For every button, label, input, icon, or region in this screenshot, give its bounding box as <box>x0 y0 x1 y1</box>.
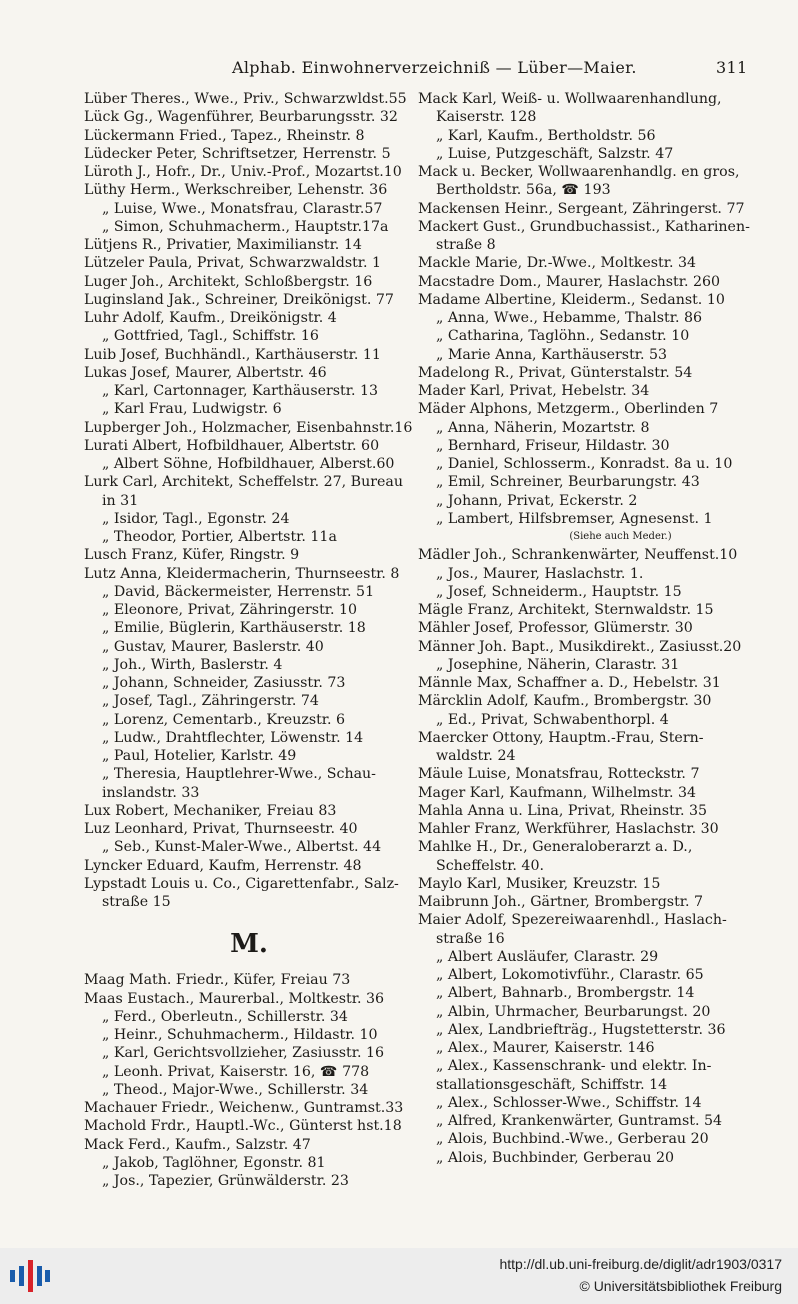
directory-entry: „ Lambert, Hilfsbremser, Agnesenst. 1 <box>436 510 713 527</box>
directory-entry: „ Alex., Schlosser-Wwe., Schiffstr. 14 <box>436 1094 702 1111</box>
directory-entry: „ Bernhard, Friseur, Hildastr. 30 <box>436 437 670 454</box>
directory-entry: „ Alex, Landbriefträg., Hugstetterstr. 36 <box>436 1021 726 1038</box>
directory-entry: Lüthy Herm., Werkschreiber, Lehenstr. 36 <box>84 182 388 199</box>
directory-entry: Männle Max, Schaffner a. D., Hebelstr. 31 <box>418 675 721 691</box>
directory-entry: Mager Karl, Kaufmann, Wilhelmstr. 34 <box>418 784 697 801</box>
directory-entry: „ Emil, Schreiner, Beurbarungstr. 43 <box>436 474 700 491</box>
directory-entry: Mader Karl, Privat, Hebelstr. 34 <box>418 383 650 399</box>
directory-entry: „ Luise, Putzgeschäft, Salzstr. 47 <box>436 145 674 162</box>
directory-entry: „ Marie Anna, Karthäuserstr. 53 <box>436 346 668 363</box>
entry-continuation: in 31 <box>102 492 139 509</box>
directory-entry: Mäule Luise, Monatsfrau, Rotteckstr. 7 <box>418 766 700 783</box>
directory-entry: „ Eleonore, Privat, Zähringerstr. 10 <box>102 602 358 618</box>
directory-entry: Lupberger Joh., Holzmacher, Eisenbahnstr.16 <box>84 419 413 436</box>
directory-entry: „ Gustav, Maurer, Baslerstr. 40 <box>102 638 324 655</box>
directory-entry: Märcklin Adolf, Kaufm., Brombergstr. 30 <box>418 693 712 710</box>
entry-continuation: straße 15 <box>102 894 171 910</box>
directory-entry: „ Karl, Cartonnager, Karthäuserstr. 13 <box>102 383 379 399</box>
directory-entry: „ Johann, Schneider, Zasiusstr. 73 <box>102 675 346 691</box>
directory-entry: „ Jakob, Taglöhner, Egonstr. 81 <box>102 1154 326 1171</box>
directory-entry: „ Emilie, Büglerin, Karthäuserstr. 18 <box>102 620 366 637</box>
directory-entry: Macstadre Dom., Maurer, Haslachstr. 260 <box>418 273 721 290</box>
directory-entry: Luginsland Jak., Schreiner, Dreikönigst. 77 <box>84 291 394 308</box>
entry-continuation: Kaiserstr. 128 <box>436 109 537 126</box>
directory-entry: „ Albert, Lokomotivführ., Clarastr. 65 <box>436 967 704 983</box>
directory-entry: Maas Eustach., Maurerbal., Moltkestr. 36 <box>84 990 385 1007</box>
directory-entry: Machold Frdr., Hauptl.-Wc., Günterst hst.18 <box>84 1118 402 1135</box>
directory-entry: „ Paul, Hotelier, Karlstr. 49 <box>102 748 297 764</box>
directory-entry: Maercker Ottony, Hauptm.-Frau, Stern- <box>418 729 704 746</box>
directory-entry: „ Anna, Wwe., Hebamme, Thalstr. 86 <box>436 310 703 326</box>
directory-entry: Mahler Franz, Werkführer, Haslachstr. 30 <box>418 821 719 837</box>
copyright-text: © Universitätsbibliothek Freiburg <box>579 1278 782 1294</box>
directory-entry: „ Leonh. Privat, Kaiserstr. 16, ☎ 778 <box>102 1063 370 1080</box>
directory-entry: „ Joh., Wirth, Baslerstr. 4 <box>102 656 283 673</box>
directory-entry: Machauer Friedr., Weichenw., Guntramst.33 <box>84 1100 404 1116</box>
directory-entry: Mack Karl, Weiß- u. Wollwaarenhandlung, <box>418 91 722 107</box>
document-url-link[interactable]: http://dl.ub.uni-freiburg.de/diglit/adr1903/0317 <box>499 1256 782 1272</box>
directory-entry: Lück Gg., Wagenführer, Beurbarungsstr. 32 <box>84 109 398 126</box>
directory-entry: „ Heinr., Schuhmacherm., Hildastr. 10 <box>102 1027 378 1043</box>
directory-entry: Luz Leonhard, Privat, Thurnseestr. 40 <box>84 821 358 837</box>
directory-entry: „ Albin, Uhrmacher, Beurbarungst. 20 <box>436 1003 711 1020</box>
directory-entry: „ Alfred, Krankenwärter, Guntramst. 54 <box>436 1113 723 1129</box>
directory-entry: Maylo Karl, Musiker, Kreuzstr. 15 <box>418 875 661 892</box>
directory-entry: „ Johann, Privat, Eckerstr. 2 <box>436 492 638 509</box>
directory-entry: Mäder Alphons, Metzgerm., Oberlinden 7 <box>418 401 719 418</box>
directory-entry: Madame Albertine, Kleiderm., Sedanst. 10 <box>418 291 725 308</box>
directory-entry: Madelong R., Privat, Günterstalstr. 54 <box>418 364 693 381</box>
directory-entry: „ Albert Söhne, Hofbildhauer, Alberst.60 <box>102 456 395 472</box>
directory-entry: Luger Joh., Architekt, Schloßbergstr. 16 <box>84 273 373 290</box>
directory-entry: „ Luise, Wwe., Monatsfrau, Clarastr.57 <box>102 200 383 217</box>
directory-entry: Männer Joh. Bapt., Musikdirekt., Zasiusst.20 <box>418 638 742 655</box>
directory-entry: Lypstadt Louis u. Co., Cigarettenfabr., Salz- <box>84 875 399 892</box>
directory-entry: „ Daniel, Schlosserm., Konradst. 8a u. 10 <box>436 456 733 472</box>
directory-entry: „ Theresia, Hauptlehrer-Wwe., Schau- <box>102 766 376 783</box>
directory-entry: Lüdecker Peter, Schriftsetzer, Herrenstr. 5 <box>84 145 391 162</box>
directory-entry: Mackensen Heinr., Sergeant, Zähringerst. 77 <box>418 200 745 217</box>
entry-continuation: waldstr. 24 <box>436 748 516 764</box>
directory-entry: „ Albert, Bahnarb., Brombergstr. 14 <box>436 985 695 1002</box>
directory-entry: Lukas Josef, Maurer, Albertstr. 46 <box>84 364 327 381</box>
directory-entry: Mack Ferd., Kaufm., Salzstr. 47 <box>84 1136 311 1153</box>
page-header-title: Alphab. Einwohnerverzeichniß — Lüber—Maier. <box>232 58 637 77</box>
directory-entry: Mackle Marie, Dr.-Wwe., Moltkestr. 34 <box>418 255 697 272</box>
directory-entry: Mackert Gust., Grundbuchassist., Katharinen- <box>418 218 750 235</box>
entry-continuation: Bertholdstr. 56a, ☎ 193 <box>436 182 611 199</box>
directory-entry: „ Ed., Privat, Schwabenthorpl. 4 <box>436 711 669 728</box>
directory-entry: Lüber Theres., Wwe., Priv., Schwarzwldst.55 <box>84 91 407 107</box>
directory-entry: „ Anna, Näherin, Mozartstr. 8 <box>436 419 650 436</box>
directory-entry: Lusch Franz, Küfer, Ringstr. 9 <box>84 547 300 564</box>
directory-entry: „ Catharina, Taglöhn., Sedanstr. 10 <box>436 328 690 345</box>
directory-entry: „ Alois, Buchbinder, Gerberau 20 <box>436 1149 675 1166</box>
directory-entry: „ Josef, Tagl., Zähringerstr. 74 <box>102 693 319 710</box>
directory-entry: Maag Math. Friedr., Küfer, Freiau 73 <box>84 972 351 989</box>
directory-entry: Mahla Anna u. Lina, Privat, Rheinstr. 35 <box>418 802 708 819</box>
entry-continuation: straße 16 <box>436 930 505 947</box>
directory-entry: „ Alex., Kassenschrank- und elektr. In- <box>436 1058 712 1075</box>
directory-entry: „ Theod., Major-Wwe., Schillerstr. 34 <box>102 1081 369 1098</box>
directory-entry: Luib Josef, Buchhändl., Karthäuserstr. 11 <box>84 346 381 363</box>
directory-entry: Lyncker Eduard, Kaufm, Herrenstr. 48 <box>84 857 362 874</box>
directory-entry: „ David, Bäckermeister, Herrenstr. 51 <box>102 583 375 600</box>
directory-entry: Lütjens R., Privatier, Maximilianstr. 14 <box>84 237 362 253</box>
directory-entry: „ Lorenz, Cementarb., Kreuzstr. 6 <box>102 711 346 728</box>
directory-entry: „ Seb., Kunst-Maler-Wwe., Albertst. 44 <box>102 839 382 856</box>
directory-entry: Lützeler Paula, Privat, Schwarzwaldstr. 1 <box>84 255 382 272</box>
left-column <box>84 90 414 1190</box>
entry-continuation: stallationsgeschäft, Schiffstr. 14 <box>436 1076 668 1093</box>
directory-entry: „ Josef, Schneiderm., Hauptstr. 15 <box>436 583 682 600</box>
entry-continuation: straße 8 <box>436 237 496 253</box>
right-column <box>418 90 763 1167</box>
directory-entry: Lückermann Fried., Tapez., Rheinstr. 8 <box>84 127 365 144</box>
cross-reference-note: (Siehe auch Meder.) <box>569 531 672 542</box>
entry-continuation: Scheffelstr. 40. <box>436 857 544 874</box>
directory-entry: Lux Robert, Mechaniker, Freiau 83 <box>84 802 337 819</box>
directory-entry: „ Alex., Maurer, Kaiserstr. 146 <box>436 1040 655 1056</box>
directory-entry: „ Simon, Schuhmacherm., Hauptstr.17a <box>102 218 389 235</box>
directory-entry: Lüroth J., Hofr., Dr., Univ.-Prof., Mozartst.10 <box>84 164 402 180</box>
directory-entry: „ Jos., Tapezier, Grünwälderstr. 23 <box>102 1173 349 1189</box>
directory-entry: Lurati Albert, Hofbildhauer, Albertstr. 60 <box>84 437 380 454</box>
directory-entry: „ Albert Ausläufer, Clarastr. 29 <box>436 948 659 965</box>
directory-entry: „ Ferd., Oberleutn., Schillerstr. 34 <box>102 1008 348 1025</box>
directory-entry: „ Josephine, Näherin, Clarastr. 31 <box>436 656 680 673</box>
directory-entry: Lurk Carl, Architekt, Scheffelstr. 27, Bureau <box>84 474 404 491</box>
directory-entry: „ Karl Frau, Ludwigstr. 6 <box>102 401 282 418</box>
directory-entry: Mädler Joh., Schrankenwärter, Neuffenst.10 <box>418 547 738 564</box>
directory-entry: „ Alois, Buchbind.-Wwe., Gerberau 20 <box>436 1131 709 1148</box>
directory-entry: „ Ludw., Drahtflechter, Löwenstr. 14 <box>102 729 364 746</box>
viewer-footer <box>0 1248 798 1304</box>
directory-entry: Mack u. Becker, Wollwaarenhandlg. en gros, <box>418 164 740 180</box>
directory-entry: Mägle Franz, Architekt, Sternwaldstr. 15 <box>418 602 714 618</box>
directory-entry: „ Karl, Kaufm., Bertholdstr. 56 <box>436 127 656 144</box>
entry-continuation: inslandstr. 33 <box>102 784 200 801</box>
directory-entry: „ Jos., Maurer, Haslachstr. 1. <box>436 565 644 582</box>
directory-entry: Luhr Adolf, Kaufm., Dreikönigstr. 4 <box>84 310 337 326</box>
directory-entry: „ Theodor, Portier, Albertstr. 11a <box>102 529 337 545</box>
directory-entry: Maier Adolf, Spezereiwaarenhdl., Haslach- <box>418 912 727 929</box>
directory-entry: Mähler Josef, Professor, Glümerstr. 30 <box>418 620 693 637</box>
directory-entry: Lutz Anna, Kleidermacherin, Thurnseestr. 8 <box>84 565 400 582</box>
directory-entry: „ Karl, Gerichtsvollzieher, Zasiusstr. 16 <box>102 1045 385 1062</box>
directory-entry: „ Gottfried, Tagl., Schiffstr. 16 <box>102 328 319 345</box>
ub-freiburg-logo-icon[interactable] <box>10 1256 50 1296</box>
directory-entry: „ Isidor, Tagl., Egonstr. 24 <box>102 510 290 527</box>
page-number: 311 <box>716 58 748 77</box>
directory-entry: Mahlke H., Dr., Generaloberarzt a. D., <box>418 839 693 856</box>
section-letter-heading: M. <box>230 929 268 960</box>
directory-entry: Maibrunn Joh., Gärtner, Brombergstr. 7 <box>418 894 704 910</box>
